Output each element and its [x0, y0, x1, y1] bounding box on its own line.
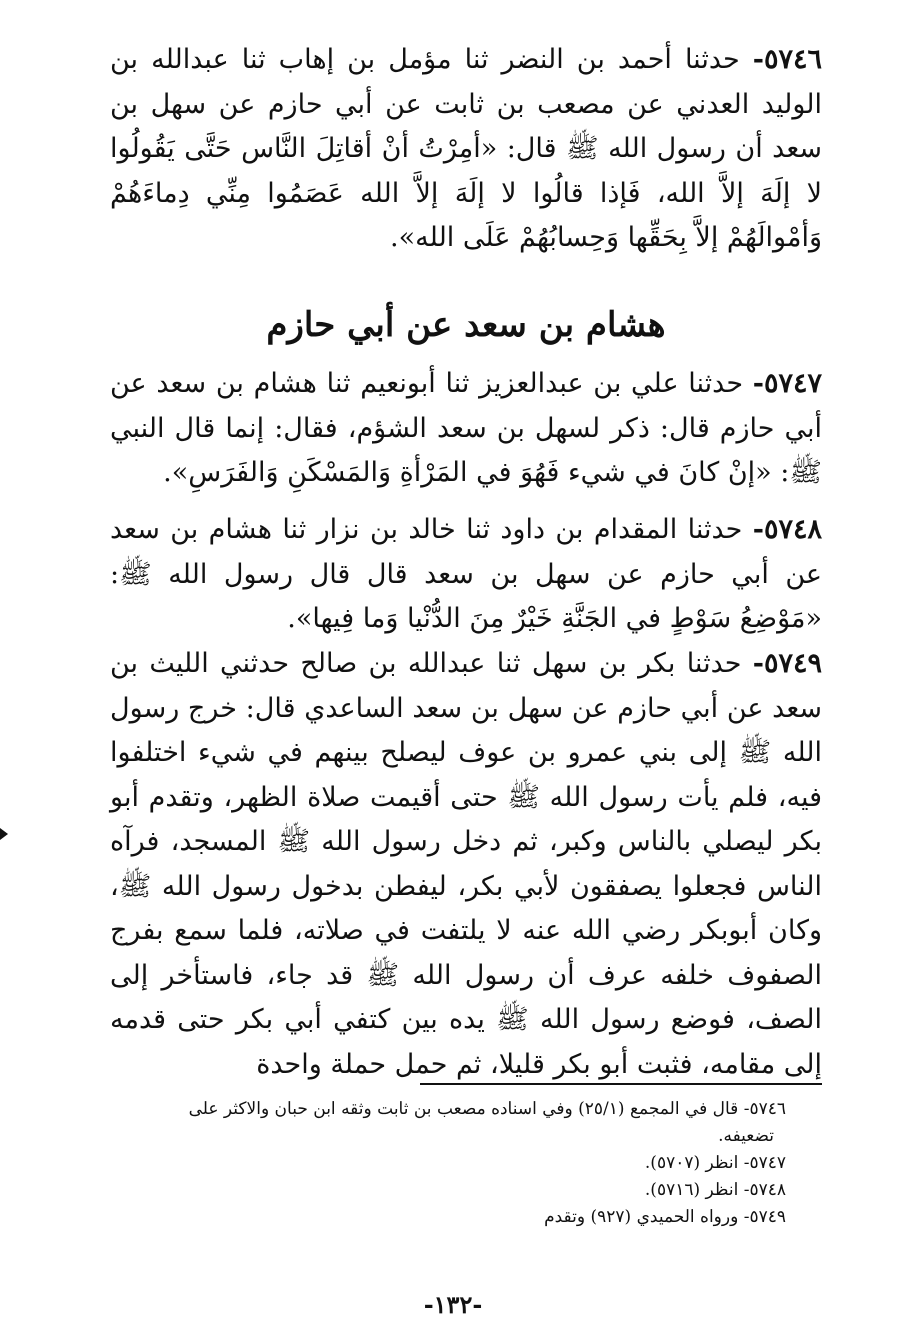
hadith-5748 [110, 508, 822, 642]
hadith-text: حدثنا بكر بن سهل ثنا عبدالله بن صالح حدثني الليث بن سعد عن أبي حازم عن سهل بن سعد الساعدي قال: خرج رسول الله ﷺ إلى بني عمرو بن عوف ليصلح بينهم في شيء اختلفوا فيه، فلم يأت رسول الله ﷺ حتى أقيمت صلاة الظهر، وتقدم أبو بكر ليصلي بالناس وكبر، ثم دخل رسول الله ﷺ المسجد، فرآه الناس فجعلوا يصفقون لأبي بكر، ليفطن بدخول رسول الله ﷺ، وكان أبوبكر رضي الله عنه لا يلتفت في صلاته، فلما سمع بفرج الصفوف خلفه عرف أن رسول الله ﷺ قد جاء، فاستأخر إلى الصف، فوضع رسول الله ﷺ يده بين كتفي أبي بكر حتى قدمه إلى مقامه، فثبت أبو بكر قليلا، ثم حمل حملة واحدة [110, 648, 822, 1080]
footnote-5748 [150, 1177, 786, 1204]
hadith-5747 [110, 362, 822, 496]
section-heading: هشام بن سعد عن أبي حازم [266, 305, 666, 345]
hadith-text: حدثنا المقدام بن داود ثنا خالد بن نزار ثنا هشام بن سعد عن أبي حازم عن سهل بن سعد قال قال رسول الله ﷺ: «مَوْضِعُ سَوْطٍ في الجَنَّةِ خَيْرٌ مِنَ الدُّنْيا وَما فِيها». [110, 514, 822, 634]
footnote-5749 [150, 1204, 786, 1231]
margin-arrow-icon [0, 828, 8, 840]
footnote-text: انظر (٥٧١٦). [644, 1180, 739, 1200]
hadith-number: ٥٧٤٦- [752, 44, 822, 75]
footnote-divider [420, 1083, 822, 1085]
hadith-number: ٥٧٤٧- [752, 368, 822, 399]
footnote-number: ٥٧٤٨- [743, 1180, 786, 1200]
footnote-number: ٥٧٤٦- [743, 1099, 786, 1119]
hadith-number: ٥٧٤٩- [752, 648, 822, 679]
footnote-5746 [150, 1096, 786, 1150]
footnotes [150, 1096, 786, 1231]
footnote-number: ٥٧٤٩- [743, 1207, 786, 1227]
hadith-5746 [110, 38, 822, 261]
hadith-text: حدثنا علي بن عبدالعزيز ثنا أبونعيم ثنا هشام بن سعد عن أبي حازم قال: ذكر لسهل بن سعد الشؤم، فقال: إنما قال النبي ﷺ: «إنْ كانَ في شيء فَهُوَ في المَرْأةِ وَالمَسْكَنِ وَالفَرَسِ». [110, 368, 822, 488]
hadith-5749 [110, 642, 822, 1087]
footnote-text: ورواه الحميدي (٩٢٧) وتقدم [544, 1207, 739, 1227]
footnote-continuation: تضعيفه. [718, 1126, 774, 1146]
hadith-text: حدثنا أحمد بن النضر ثنا مؤمل بن إهاب ثنا عبدالله بن الوليد العدني عن مصعب بن ثابت عن أبي حازم عن سهل بن سعد أن رسول الله ﷺ قال: «أمِرْتُ أنْ أقاتِلَ النَّاس حَتَّى يَقُولُوا لا إلَهَ إلاَّ الله، فَإذا قالُوا لا إلَهَ إلاَّ الله عَصَمُوا مِنِّي دِماءَهُمْ وَأمْوالَهُمْ إلاَّ بِحَقِّها وَحِسابُهُمْ عَلَى الله». [110, 44, 822, 253]
page-number: -١٣٢- [423, 1290, 483, 1319]
hadith-number: ٥٧٤٨- [752, 514, 822, 545]
footnote-number: ٥٧٤٧- [743, 1153, 786, 1173]
footnote-text: قال في المجمع (٢٥/١) وفي اسناده مصعب بن ثابت وثقه ابن حبان والاكثر على [188, 1099, 739, 1119]
footnote-text: انظر (٥٧٠٧). [644, 1153, 739, 1173]
footnote-5747 [150, 1150, 786, 1177]
